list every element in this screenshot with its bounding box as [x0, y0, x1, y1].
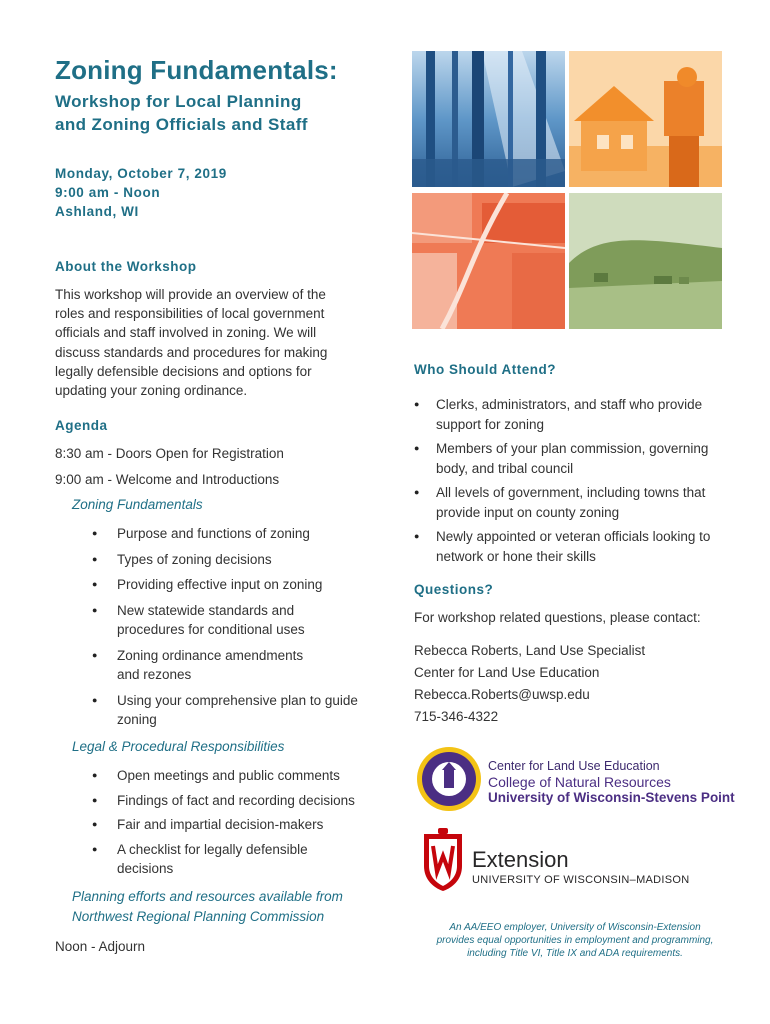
event-details: [55, 164, 227, 221]
list-item: ● Clerks, administrators, and staff who provide support for zoning: [414, 395, 724, 434]
list-item: ● Members of your plan commission, governing body, and tribal council: [414, 439, 724, 478]
subtitle-line-2: and Zoning Officials and Staff: [55, 115, 308, 134]
subtitle-line-1: Workshop for Local Planning: [55, 92, 302, 111]
list-item: ● Newly appointed or veteran officials looking to network or hone their skills: [414, 527, 724, 566]
zoning-fundamentals-list: [72, 524, 372, 730]
list-item: ● Using your comprehensive plan to guide zoning: [72, 691, 377, 730]
agenda-section-legal: Legal & Procedural Responsibilities: [72, 739, 285, 754]
forest-photo: [412, 51, 565, 187]
agenda-item-registration: 8:30 am - Doors Open for Registration: [55, 446, 284, 461]
agenda-adjourn: Noon - Adjourn: [55, 939, 146, 954]
page-title: Zoning Fundamentals:: [55, 55, 338, 85]
uwsp-wordmark: [488, 758, 735, 806]
list-item: ● New statewide standards and procedures for conditional uses: [72, 601, 327, 640]
about-text: This workshop will provide an overview of the roles and responsibilities of local government officials and staff involved in zoning. We will discuss standards and procedures for making legally defensible decisions and options for updating your zoning ordinance.: [55, 287, 328, 399]
contact-name: Rebecca Roberts, Land Use Specialist: [414, 643, 646, 658]
aerial-photo: [412, 193, 565, 329]
uw-crest-icon: [420, 826, 466, 892]
extension-wordmark: [472, 848, 690, 886]
event-time: 9:00 am - Noon: [55, 185, 161, 200]
agenda-item-welcome: 9:00 am - Welcome and Introductions: [55, 472, 280, 487]
event-date: Monday, October 7, 2019: [55, 166, 227, 181]
planning-note: Planning efforts and resources available from Northwest Regional Planning Commission: [72, 889, 343, 924]
list-item: ● All levels of government, including towns that provide input on county zoning: [414, 483, 724, 522]
uwsp-seal-icon: [416, 746, 482, 812]
extension-line-2: UNIVERSITY OF WISCONSIN–MADISON: [472, 874, 690, 886]
list-item: ● Zoning ordinance amendments and rezones: [72, 646, 317, 685]
uwsp-line-2: College of Natural Resources: [488, 774, 671, 790]
list-item: ● Open meetings and public comments: [72, 766, 372, 786]
eeo-line-3: including Title VI, Title IX and ADA requirements.: [467, 948, 683, 959]
farmland-photo: [569, 193, 722, 329]
agenda-heading: Agenda: [55, 418, 108, 433]
list-item: ● Purpose and functions of zoning: [72, 524, 372, 544]
legal-responsibilities-list: [72, 766, 372, 879]
contact-phone: 715-346-4322: [414, 709, 499, 724]
eeo-line-1: An AA/EEO employer, University of Wisconsin-Extension: [449, 922, 701, 933]
questions-intro: For workshop related questions, please contact:: [414, 610, 701, 625]
list-item: ● A checklist for legally defensible decisions: [72, 840, 337, 879]
agenda-section-zoning-fundamentals: Zoning Fundamentals: [72, 497, 203, 512]
eeo-line-2: provides equal opportunities in employment and programming,: [436, 935, 714, 946]
page-subtitle: [55, 90, 385, 136]
list-item: ● Types of zoning decisions: [72, 550, 372, 570]
list-item: ● Providing effective input on zoning: [72, 575, 372, 595]
contact-block: [414, 640, 645, 728]
uwsp-line-1: Center for Land Use Education: [488, 759, 660, 773]
eeo-statement: [410, 921, 740, 960]
attend-list: [414, 395, 724, 566]
list-item: ● Findings of fact and recording decisions: [72, 791, 372, 811]
contact-email[interactable]: Rebecca.Roberts@uwsp.edu: [414, 687, 590, 702]
questions-heading: Questions?: [414, 582, 494, 597]
list-item: ● Fair and impartial decision-makers: [72, 815, 372, 835]
attend-heading: Who Should Attend?: [414, 362, 556, 377]
extension-line-1: Extension: [472, 847, 569, 872]
construction-photo: [569, 51, 722, 187]
contact-org: Center for Land Use Education: [414, 665, 600, 680]
event-location: Ashland, WI: [55, 204, 139, 219]
about-heading: About the Workshop: [55, 259, 197, 274]
uwsp-line-3: University of Wisconsin-Stevens Point: [488, 790, 735, 805]
